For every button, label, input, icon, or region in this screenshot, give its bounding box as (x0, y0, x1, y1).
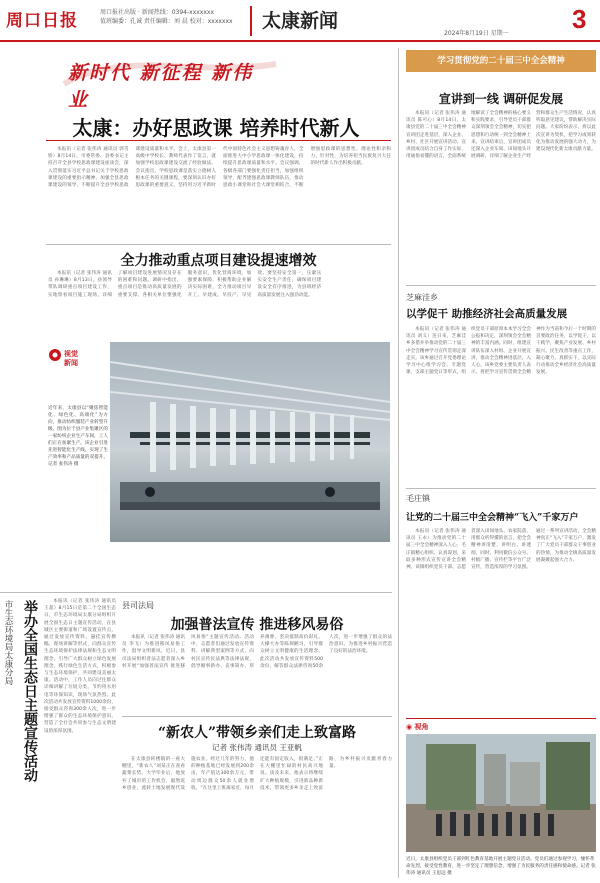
photo-rule (406, 718, 596, 719)
right1-body-text: 本报讯（记者 张伟涛 通讯员 陈可心）8月14日，太康县党的二十届三中全会精神宣讲团走进基层，深入企业、乡村、社区开展宣讲活动。宣讲团成员结合自身工作实际，用通俗易懂的语言，全面系统地解读了全会精神的核心要义和实践要求，引导党员干部群众深刻领会全会精神，切实把思想和行动统一到全会精神上来。宣讲结束后，宣讲团成员还深入企业车间、田间地头开展调研，详细了解企业生产经营和群众生产生活情况，认真听取意见建议，帮助解决实际问题。大家纷纷表示，将以此次宣讲为契机，把学习成果转化为推动发展的强大动力，为建设现代化新太康贡献力量。 (406, 111, 596, 160)
right-photo-caption: 近日，太康县组织党员干部到红色教育基地开展主题党日活动。党员们通过参观学习，缅怀革命先烈，接受党性教育，进一步坚定了理想信念，增强了为民服务的责任感和使命感。记者 张伟涛 通讯员 王思远 摄 (406, 857, 596, 876)
camera-icon (48, 348, 62, 362)
top-rule (46, 50, 391, 52)
right-photo-kicker-label: 视角 (414, 723, 429, 731)
section-title: 太康新闻 (262, 10, 339, 32)
story2-headline: 全力推动重点项目建设提速增效 (120, 253, 317, 269)
masthead-meta (100, 8, 233, 26)
divider (406, 285, 596, 286)
column-divider (398, 48, 399, 878)
legal-headline: 加强普法宣传 推进移风易俗 (170, 617, 344, 633)
right-banner-text: 学习贯彻党的二十届三中全会精神 (437, 56, 565, 66)
photo-caption: 近年来，太康县以“聚焦智能化、绿色化、高端化”为方向，推动纺织服装产业转型升级。图为位于县产业集聚区的一家纺织企业生产车间，工人们正在加紧生产。该企业引进先进智能化生产线，实现了生产效率和产品质量的双提升。记者 张伟涛 摄 (48, 406, 108, 467)
lead-body-text: 本报讯（记者 张伟涛 通讯员 郭雪娇）8月14日，市委常委、县委书记主持召开全县学校思政课建设座谈会，深入贯彻落实习近平总书记关于学校思政课建设的重要指示精神，加强全县思政课建设的领导，不断提升全县学校思政课建设质量和水平。会上，太康县第一高级中学校长、教师代表作了发言，就加强学校思政课建设交流了经验做法。会议指出，学校思政课是落实立德树人根本任务的关键课程，要深刻认识办好思政课的重要意义，坚持用习近平新时代中国特色社会主义思想铸魂育人，全面推进大中小学思政课一体化建设，持续提升思政课质量和水平。会议强调，各级各部门要强化责任担当，加强组织领导，配齐建强思政课教师队伍，推动思政小课堂和社会大课堂相结合，不断增强思政课的思想性、理论性和亲和力、针对性，为培养担当民族复兴大任的时代新人作出积极贡献。 (48, 147, 391, 189)
right2-kicker: 芝麻洼乡 (406, 293, 438, 302)
banner-slogan: 新时代 新征程 新伟业 (68, 62, 254, 111)
section-divider (250, 6, 252, 36)
photo-kicker-badge (48, 348, 96, 388)
story2-body (48, 270, 391, 332)
story2-body-text: 本报讯（记者 张伟涛 通讯员 孙琳琳）8月13日，县领导带队调研重点项目建设工作，实地察看项目施工现场，详细了解项目建设进展情况及存在的困难和问题。调研中指出，重点项目是推动高质量发展的重要支撑。各相关单位要强化服务意识，优化营商环境，加强要素保障，积极帮助企业解决实际困难，全力推动项目早开工、早建成、早投产、早见效。要坚持安全第一，压紧压实安全生产责任，确保项目建设安全有序推进，为县域经济高质量发展注入强劲动能。 (48, 271, 322, 298)
legal-kicker: 县司法局 (122, 601, 154, 610)
right1-body (406, 110, 596, 290)
eye-icon: ◉ (406, 723, 413, 731)
lead-headline: 太康：办好思政课 培养时代新人 (72, 116, 360, 140)
left-story-text: 本报讯（记者 张伟涛 通讯员 王超）8月15日是第二个全国生态日，市生态环境局太康分局组织开展全国生态日主题宣传活动，在县城区主要街道和广场设置宣传点，通过发放宣传资料、悬挂宣传横幅、现场讲解等形式，向群众宣传生态环境保护法律法规和生态文明理念，引导广大群众树立绿色发展理念，践行绿色生活方式，积极参与生态环境保护，共同建设美丽太康。活动中，工作人员向过往群众详细讲解了垃圾分类、节约用水用电等环保知识，现场气氛热烈。此次活动共发放宣传资料1000余份，接受群众咨询300余人次，进一步增强了群众的生态环境保护意识，营造了全社会共同参与生态文明建设的浓厚氛围。 (44, 599, 116, 734)
meta-line-1: 周口报社出版 · 新闻热线：0394-xxxxxxx (100, 9, 215, 16)
right2-headline: 以学促干 助推经济社会高质量发展 (406, 308, 568, 320)
farmer-body (122, 756, 392, 878)
lead-body (48, 146, 391, 238)
divider (46, 244, 391, 245)
legal-body (122, 634, 392, 714)
issue-date: 2024年8月19日 星期一 (444, 30, 509, 37)
right-photo-kicker (406, 722, 429, 732)
farmer-body-text: 在太康县转楼镇的一座大棚里，“新农人”刘某正在查看蔬菜长势。大学毕业后，他放弃了城市的工作机会，毅然返乡创业，流转土地发展现代设施农业。经过几年的努力，他的种植基地已经发展到200余亩，年产值达300余万元，带动周边群众50余人就业增收。“在这里上班离家近，每月还能有固定收入，很满足。”正在大棚里忙碌的村民高兴地说。谈及未来，他表示将继续扩大种植规模，引进新品种新技术，带领更多乡亲走上致富路，为乡村振兴贡献青春力量。 (122, 757, 392, 791)
right3-body-text: 本报讯（记者 张伟涛 通讯员 王永）为推动党的二十届三中全会精神深入人心，毛庄镇精心组织、认真谋划，采取多种形式宣传宣讲全会精神。该镇组织党员干部、志愿者深入田间地头、农家院落，用群众听得懂的语言，把全会精神讲清楚、讲明白、讲透彻。同时，利用微信公众号、村级广播、宣传栏等平台广泛宣传，营造浓厚的学习氛围。通过一系列宣讲活动，全会精神真正“飞入”千家万户，激发了广大党员干部群众干事创业的热情，为推动全镇高质量发展凝聚起强大合力。 (406, 529, 596, 571)
right3-headline: 让党的二十届三中全会精神“飞入”千家万户 (406, 513, 579, 523)
headline-rule (46, 140, 391, 141)
farmer-byline: 记者 张伟涛 通讯员 王亚帆 (212, 743, 302, 752)
factory-photo (110, 342, 390, 542)
newspaper-logo: 周口日报 (6, 11, 78, 31)
divider (0, 592, 392, 593)
farmer-headline: “新农人”带领乡亲们走上致富路 (157, 725, 357, 741)
left-story-headline: 举办全国生态日主题宣传活动 (22, 600, 38, 782)
meta-line-2: 值班编委：孔诚 责任编辑：刘 晨 校对：xxxxxxx (100, 18, 233, 25)
right3-body (406, 528, 596, 710)
divider (406, 488, 596, 489)
right2-body-text: 本报讯（记者 张伟涛 通讯员 刘义）连日来，芝麻洼乡多措并举推动党的二十届三中全会精神学习宣传贯彻走深走实。该乡通过召开党委理论学习中心组学习会、专题党课、支部主题党日等形式，组织党员干部原原本本学习全会公报和决定，深刻领会全会精神的丰富内涵。同时，组建宣讲队伍深入村组、企业开展宣讲，推动全会精神进基层、入人心。该乡党委主要负责人表示，将把学习宣传贯彻全会精神作为当前和今后一个时期的首要政治任务，以学促干，以干践学，聚焦产业发展、乡村振兴、民生改善等重点工作，凝心聚力、真抓实干，以实际行动推动全乡经济社会高质量发展。 (406, 327, 596, 376)
right3-kicker: 毛庄镇 (406, 494, 430, 503)
right2-body (406, 326, 596, 486)
divider (122, 716, 392, 717)
left-story-kicker: 市生态环境局太康分局 (3, 600, 13, 685)
photo-kicker: 视觉新闻 (64, 350, 78, 367)
left-story-body (44, 598, 116, 878)
legal-body-text: 本报讯（记者 张伟涛 通讯员 李飞）为推进移风易俗工作，倡导文明新风，近日，县司法局组织普法志愿者深入乡村开展“加强普法宣传 推进移风易俗”主题宣传活动。活动中，志愿者们通过发放宣传资料、讲解典型案例等方式，向村民宣传民法典等法律法规，倡导婚事新办、丧事简办、厚养薄葬，坚决抵制高价彩礼、大操大办等陈规陋习，引导群众树立文明健康的生活理念。此次活动共发放宣传资料500余份，解答群众法律咨询50余人次，进一步增强了群众的法治意识，为推进乡村振兴营造了良好的法治环境。 (122, 635, 392, 669)
right1-headline: 宣讲到一线 调研促发展 (438, 92, 564, 106)
page-number: 3 (572, 4, 587, 34)
memorial-photo (406, 734, 596, 852)
